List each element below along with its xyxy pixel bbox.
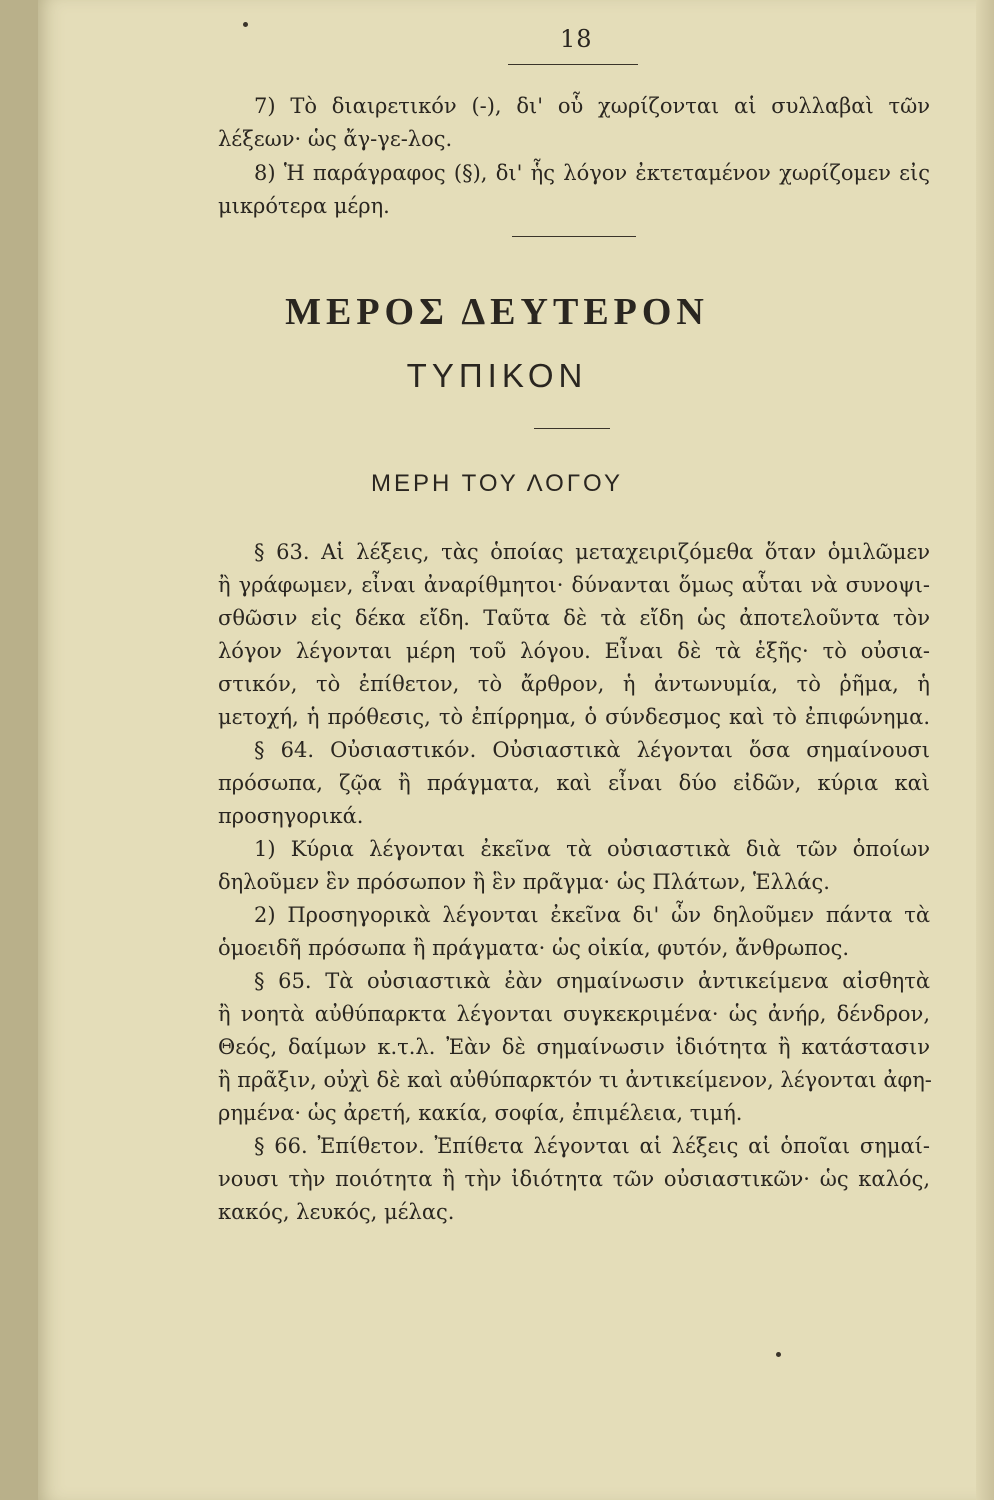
text-line: μικρότερα μέρη.: [218, 194, 390, 218]
paragraph-63: [218, 536, 930, 734]
text-line: λέξεων· ὡς ἄγ-γε-λος.: [218, 127, 453, 151]
text-line: κακός, λευκός, μέλας.: [218, 1200, 455, 1224]
text-line: νουσι τὴν ποιότητα ἢ τὴν ἰδιότητα τῶν οὐσιαστικῶν· ὡς καλός,: [218, 1167, 930, 1191]
text-line: ρημένα· ὡς ἀρετή, κακία, σοφία, ἐπιμέλεια, τιμή.: [218, 1101, 743, 1125]
text-line: πρόσωπα, ζῷα ἢ πράγματα, καὶ εἶναι δύο εἰδῶν, κύρια καὶ: [218, 771, 930, 795]
paragraph-item-7: [218, 90, 930, 156]
text-line: δηλοῦμεν ἓν πρόσωπον ἢ ἓν πρᾶγμα· ὡς Πλάτων, Ἑλλάς.: [218, 870, 830, 894]
part-title: ΜΕΡΟΣ ΔΕΥΤΕΡΟΝ: [285, 291, 709, 333]
paragraph-prosigorika: [218, 899, 930, 965]
paragraph-64: [218, 734, 930, 833]
text-line: στικόν, τὸ ἐπίθετον, τὸ ἄρθρον, ἡ ἀντωνυμία, τὸ ῥῆμα, ἡ: [218, 672, 930, 696]
text-line: 7) Τὸ διαιρετικόν (-), δι' οὗ χωρίζονται αἱ συλλαβαὶ τῶν: [254, 94, 930, 118]
text-line: ἢ γράφωμεν, εἶναι ἀναρίθμητοι· δύνανται ὅμως αὗται νὰ συνοψι-: [218, 573, 930, 597]
text-line: 2) Προσηγορικὰ λέγονται ἐκεῖνα δι' ὧν δηλοῦμεν πάντα τὰ: [254, 903, 930, 927]
paragraph-kyria: [218, 833, 930, 899]
text-line: λόγον λέγονται μέρη τοῦ λόγου. Εἶναι δὲ τὰ ἑξῆς· τὸ οὐσια-: [218, 639, 930, 663]
page-edge: [976, 0, 994, 1500]
text-line: ἢ νοητὰ αὐθύπαρκτα λέγονται συγκεκριμένα· ὡς ἀνήρ, δένδρον,: [218, 1002, 930, 1026]
binding-gutter: [0, 0, 38, 1500]
text-line: 1) Κύρια λέγονται ἐκεῖνα τὰ οὐσιαστικὰ διὰ τῶν ὁποίων: [254, 837, 930, 861]
text-line: 8) Ἡ παράγραφος (§), δι' ἧς λόγον ἐκτεταμένον χωρίζομεν εἰς: [254, 161, 930, 185]
header-rule: [508, 64, 638, 65]
text-line: Θεός, δαίμων κ.τ.λ. Ἐὰν δὲ σημαίνωσιν ἰδιότητα ἢ κατάστασιν: [218, 1035, 930, 1059]
text-line: σθῶσιν εἰς δέκα εἴδη. Ταῦτα δὲ τὰ εἴδη ὡς ἀποτελοῦντα τὸν: [218, 606, 930, 630]
text-line: ἢ πρᾶξιν, οὐχὶ δὲ καὶ αὐθύπαρκτόν τι ἀντικείμενον, λέγονται ἀφη-: [218, 1068, 932, 1092]
text-line: ὁμοειδῆ πρόσωπα ἢ πράγματα· ὡς οἰκία, φυτόν, ἄνθρωπος.: [218, 936, 850, 960]
paragraph-item-8: [218, 157, 930, 223]
text-line: § 64. Οὐσιαστικόν. Οὐσιαστικὰ λέγονται ὅσα σημαίνουσι: [254, 738, 930, 762]
section-title: ΜΕΡΗ ΤΟΥ ΛΟΓΟΥ: [371, 470, 623, 497]
text-line: μετοχή, ἡ πρόθεσις, τὸ ἐπίρρημα, ὁ σύνδεσμος καὶ τὸ ἐπιφώνημα.: [218, 705, 930, 729]
ink-speck: [776, 1352, 781, 1357]
ink-speck: [243, 22, 248, 27]
page-number: 18: [560, 25, 593, 53]
heading-divider: [534, 428, 610, 429]
text-line: § 65. Τὰ οὐσιαστικὰ ἐὰν σημαίνωσιν ἀντικείμενα αἰσθητὰ: [254, 969, 930, 993]
paragraph-66: [218, 1130, 930, 1229]
paragraph-65: [218, 965, 930, 1130]
section-divider: [512, 236, 636, 237]
text-line: § 66. Ἐπίθετον. Ἐπίθετα λέγονται αἱ λέξεις αἱ ὁποῖαι σημαί-: [254, 1134, 930, 1158]
text-line: προσηγορικά.: [218, 804, 364, 828]
part-subtitle: ΤΥΠΙΚΟΝ: [406, 357, 588, 394]
text-line: § 63. Αἱ λέξεις, τὰς ὁποίας μεταχειριζόμεθα ὅταν ὁμιλῶμεν: [254, 540, 930, 564]
